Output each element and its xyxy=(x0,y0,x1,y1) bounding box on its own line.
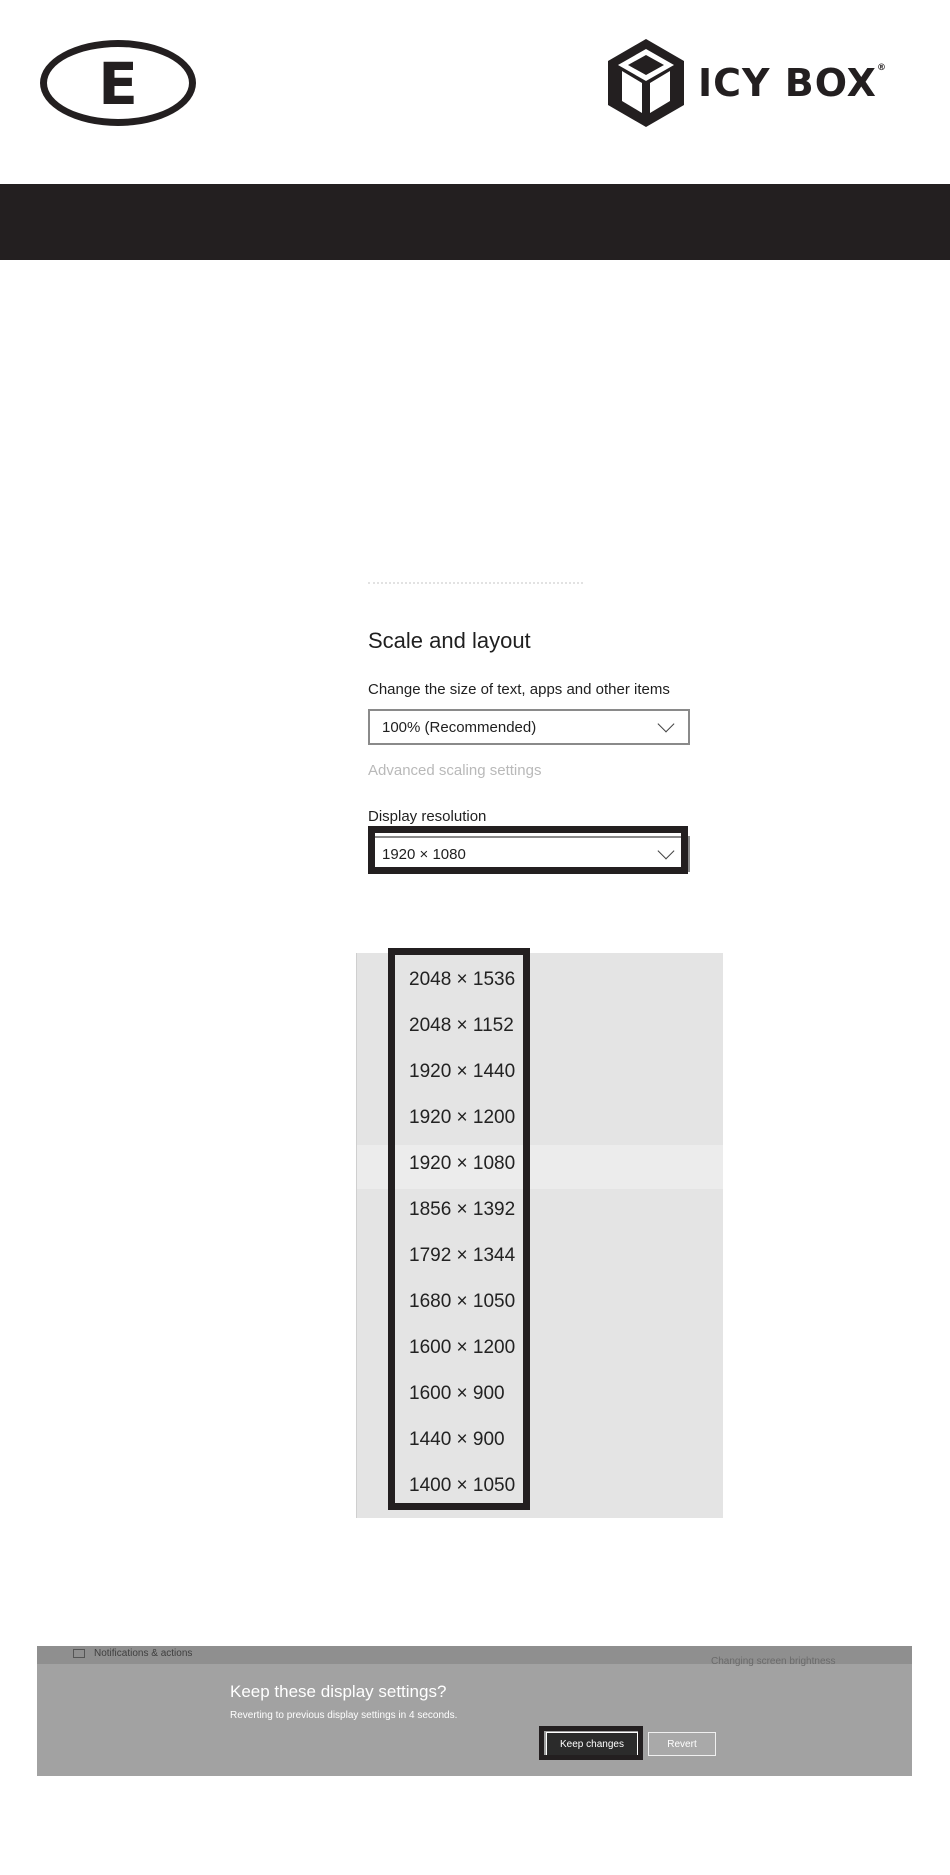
resolution-label: Display resolution xyxy=(368,808,487,825)
section-title: Scale and layout xyxy=(368,628,531,653)
brightness-label: Changing screen brightness xyxy=(711,1656,836,1667)
notifications-item[interactable]: Notifications & actions xyxy=(73,1648,192,1659)
resolution-option[interactable]: 2048 × 1536 xyxy=(409,969,516,990)
resolution-value: 1920 × 1080 xyxy=(382,845,466,863)
resolution-list-highlight-frame xyxy=(388,948,530,1510)
language-letter: E xyxy=(98,50,138,118)
scale-value: 100% (Recommended) xyxy=(382,718,537,736)
revert-button[interactable]: Revert xyxy=(648,1732,716,1756)
size-label: Change the size of text, apps and other items xyxy=(368,681,670,698)
header-bar xyxy=(0,184,950,260)
resolution-highlight-frame xyxy=(368,826,688,874)
resolution-option[interactable]: 1920 × 1440 xyxy=(409,1061,516,1082)
resolution-option[interactable]: 1920 × 1080 xyxy=(409,1153,516,1174)
chevron-down-icon xyxy=(658,716,675,733)
resolution-option[interactable]: 1680 × 1050 xyxy=(409,1291,516,1312)
resolution-option[interactable]: 1920 × 1200 xyxy=(409,1107,516,1128)
brand-logo xyxy=(606,37,887,129)
resolution-option[interactable]: 1856 × 1392 xyxy=(409,1199,516,1220)
keep-button-highlight-frame xyxy=(539,1726,643,1760)
language-badge xyxy=(40,40,196,126)
advanced-scaling-link[interactable]: Advanced scaling settings xyxy=(368,762,542,779)
monitor-icon xyxy=(73,1649,85,1658)
resolution-option[interactable]: 1600 × 1200 xyxy=(409,1337,516,1358)
resolution-option[interactable]: 1400 × 1050 xyxy=(409,1475,516,1496)
countdown-text: Reverting to previous display settings in 4 seconds. xyxy=(230,1710,458,1721)
keep-settings-dialog xyxy=(37,1646,912,1776)
resolution-option[interactable]: 1440 × 900 xyxy=(409,1429,505,1450)
keep-changes-button[interactable]: Keep changes xyxy=(546,1732,638,1756)
brand-name: ICY BOX® xyxy=(698,61,887,105)
resolution-option[interactable]: 2048 × 1152 xyxy=(409,1015,514,1036)
scale-dropdown[interactable] xyxy=(368,709,690,745)
faint-divider xyxy=(368,582,583,590)
resolution-option[interactable]: 1600 × 900 xyxy=(409,1383,505,1404)
dialog-title: Keep these display settings? xyxy=(230,1682,447,1701)
resolution-option[interactable]: 1792 × 1344 xyxy=(409,1245,516,1266)
cube-logo-icon xyxy=(606,37,686,129)
